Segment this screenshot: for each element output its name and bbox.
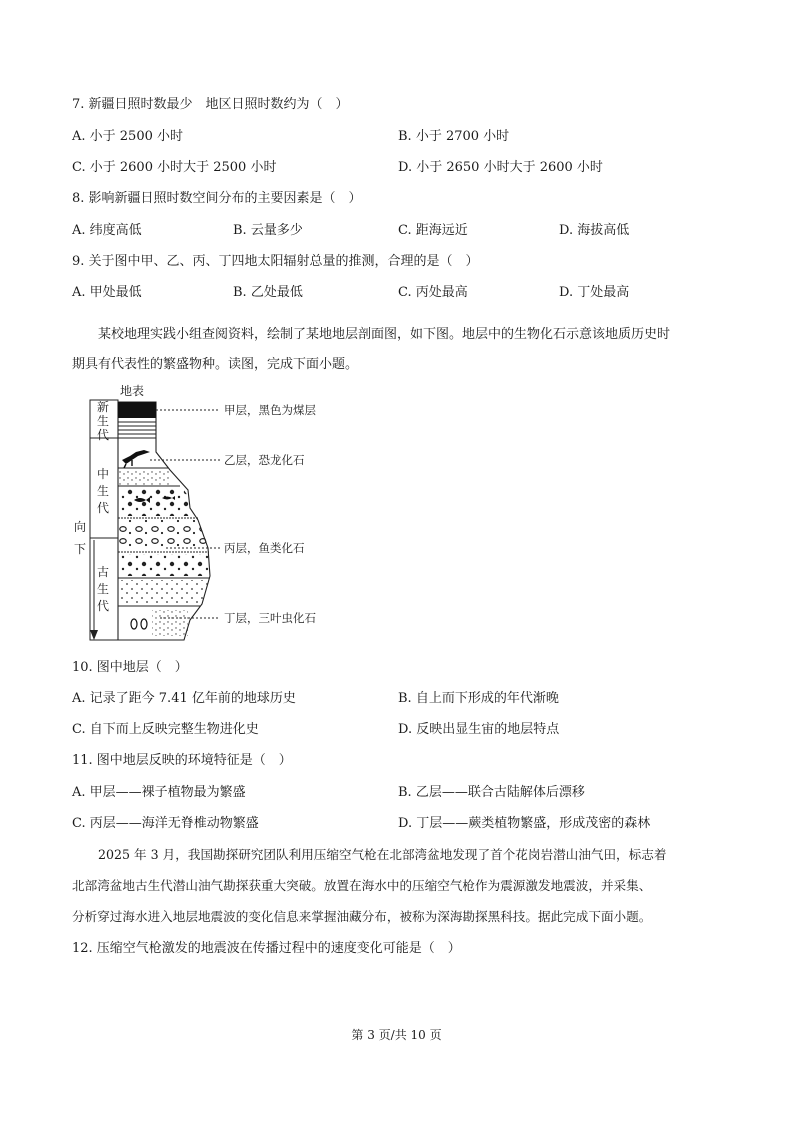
q9-option-a: A. 甲处最低 [72, 285, 142, 300]
q8-option-d: D. 海拔高低 [559, 223, 630, 238]
coal-layer [118, 402, 156, 418]
q11-option-a: A. 甲层——裸子植物最为繁盛 [72, 785, 246, 800]
direction-label: 向下 [74, 516, 88, 560]
q7-option-d: D. 小于 2650 小时大于 2600 小时 [398, 160, 603, 175]
stratum-profile-diagram [70, 380, 370, 648]
surface-label: 地表 [120, 384, 145, 398]
q8-stem: 8. 影响新疆日照时数空间分布的主要因素是（ ） [72, 191, 362, 206]
era-mesozoic-label: 中生代 [97, 467, 110, 515]
q7-option-b: B. 小于 2700 小时 [398, 129, 510, 144]
q9-option-d: D. 丁处最高 [559, 285, 630, 300]
layer-yi-label: 乙层，恐龙化石 [224, 453, 305, 467]
stratum-profile-figure [70, 380, 370, 648]
intro-paragraph-line2: 期具有代表性的繁盛物种。读图，完成下面小题。 [72, 357, 359, 372]
q7-option-a: A. 小于 2500 小时 [72, 129, 184, 144]
era-paleozoic-label: 古生代 [97, 565, 110, 613]
q11-option-b: B. 乙层——联合古陆解体后漂移 [398, 785, 585, 800]
page-footer: 第 3 页/共 10 页 [351, 1028, 442, 1042]
q8-option-a: A. 纬度高低 [72, 223, 142, 238]
q8-option-c: C. 距海远近 [398, 223, 468, 238]
q10-stem: 10. 图中地层（ ） [72, 660, 188, 675]
q7-option-c: C. 小于 2600 小时大于 2500 小时 [72, 160, 277, 175]
layer-bing-label: 丙层，鱼类化石 [224, 541, 305, 555]
arrow-head-icon [90, 630, 98, 640]
intro-paragraph-line1: 某校地理实践小组查阅资料，绘制了某地地层剖面图，如下图。地层中的生物化石示意该地质历史时 [98, 327, 671, 342]
q10-option-a: A. 记录了距今 7.41 亿年前的地球历史 [72, 691, 296, 706]
q10-option-b: B. 自上而下形成的年代渐晚 [398, 691, 559, 706]
q11-option-c: C. 丙层——海洋无脊椎动物繁盛 [72, 816, 259, 831]
era-cenozoic-label: 新生代 [97, 400, 110, 442]
q10-option-c: C. 自下而上反映完整生物进化史 [72, 722, 259, 737]
q9-stem: 9. 关于图中甲、乙、丙、丁四地太阳辐射总量的推测，合理的是（ ） [72, 254, 479, 269]
q11-stem: 11. 图中地层反映的环境特征是（ ） [72, 753, 292, 768]
seismic-intro-line2: 北部湾盆地古生代潜山油气勘探获重大突破。放置在海水中的压缩空气枪作为震源激发地震波，并采集、 [72, 878, 652, 893]
q12-stem: 12. 压缩空气枪激发的地震波在传播过程中的速度变化可能是（ ） [72, 941, 461, 956]
q9-option-c: C. 丙处最高 [398, 285, 468, 300]
layer-jia-label: 甲层，黑色为煤层 [224, 403, 316, 417]
q9-option-b: B. 乙处最低 [233, 285, 303, 300]
seismic-intro-line3: 分析穿过海水进入地层地震波的变化信息来掌握油藏分布，被称为深海勘探黑科技。据此完成下面小题。 [72, 909, 652, 924]
q10-option-d: D. 反映出显生宙的地层特点 [398, 722, 560, 737]
seismic-intro-line1: 2025 年 3 月，我国勘探研究团队利用压缩空气枪在北部湾盆地发现了首个花岗岩潜山油气田，标志着 [98, 847, 667, 862]
q11-option-d: D. 丁层——蕨类植物繁盛，形成茂密的森林 [398, 816, 651, 831]
q7-stem: 7. 新疆日照时数最少 地区日照时数约为（ ） [72, 97, 349, 112]
q8-option-b: B. 云量多少 [233, 223, 303, 238]
layer-ding-label: 丁层，三叶虫化石 [224, 611, 316, 625]
